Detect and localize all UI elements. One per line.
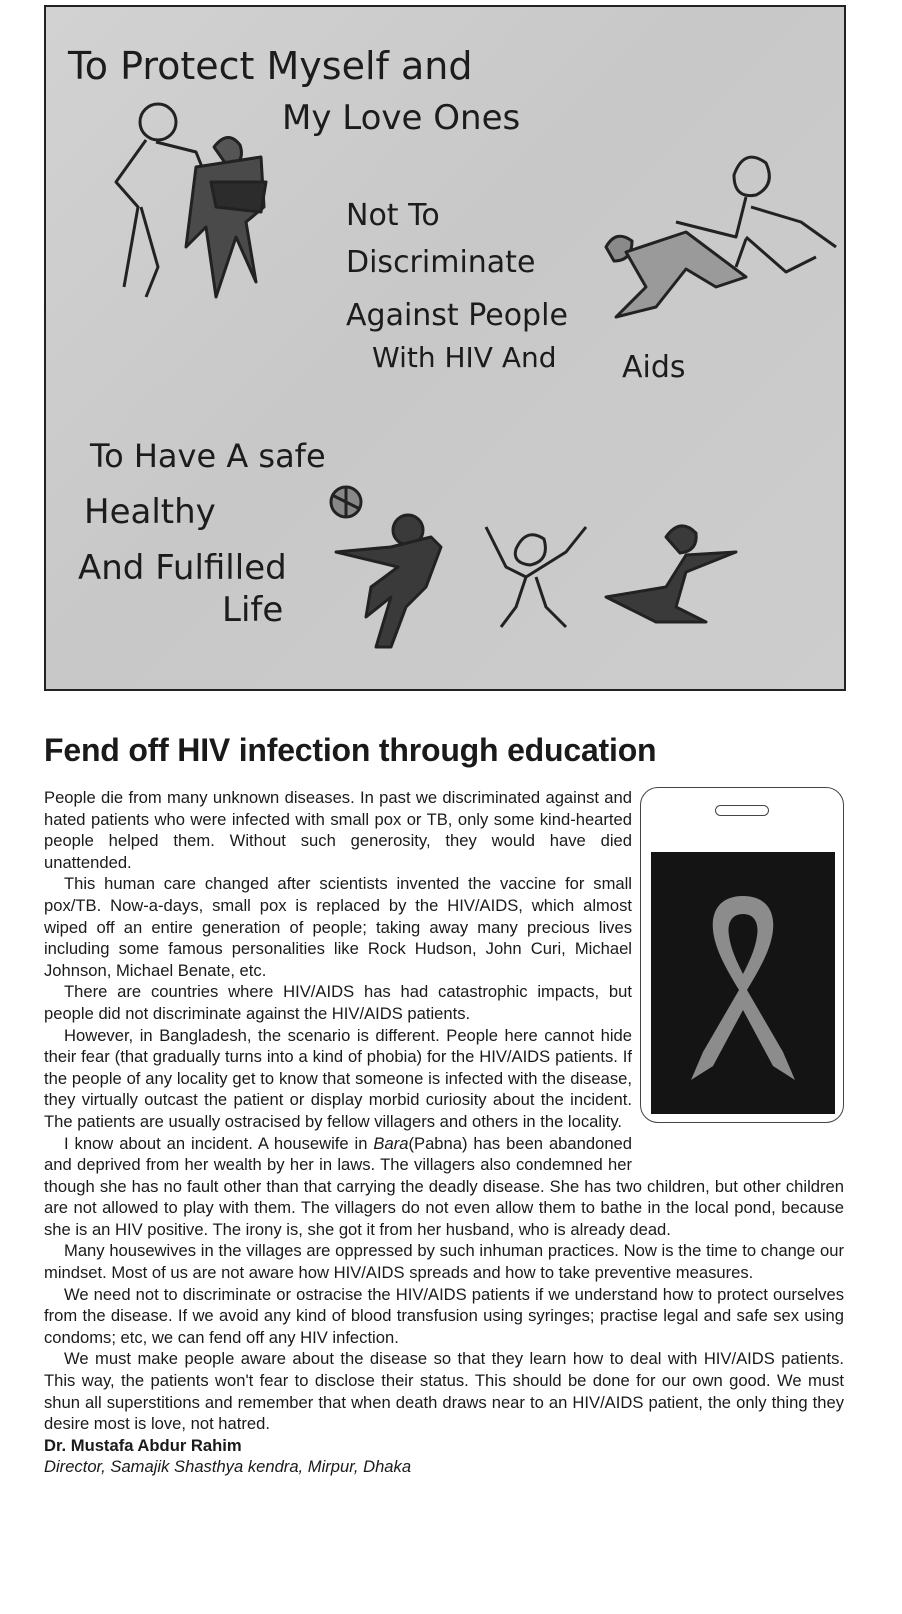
author-title: Director, Samajik Shasthya kendra, Mirpur, Dhaka [44,1457,412,1477]
article-paragraph: We need not to discriminate or ostracise the HIV/AIDS patients if we understand how to protect ourselves from the disease. If we avoid any kind of blood transfusion using syringes; practise legal and safe sex using condoms; etc, we can fend off any HIV infection. [44,1284,844,1347]
article-paragraph: However, in Bangladesh, the scenario is different. People here cannot hide their fear (that gradually turns into a kind of phobia) for the HIV/AIDS patients. If the people of any locality get to know that someone is infected with the disease, they virtually outcast the patient or display morbid curiosity about the incident. The patients are usually ostracised by fellow villagers and others in the locality. [44,1025,632,1131]
phone-float-spacer [632,787,844,1175]
incident-place: Bara [373,1133,409,1153]
poster-bottom-line-4: Life [222,590,284,630]
article-body [44,787,844,1478]
embracing-figures [116,104,266,297]
article-paragraph: We must make people aware about the disease so that they learn how to deal with HIV/AIDS patients. This way, the patients won't fear to disclose their status. This should be done for our own good. We must shun all superstitions and remember that when death draws near to an HIV/AIDS patient, the only thing they desire most is love, not hatred. [44,1349,844,1434]
poster-middle-line-1: Not To [346,198,440,233]
poster-drawing [46,7,844,689]
incident-text-after: (Pabna) has been abandoned and deprived from her wealth by her in laws. The villagers also condemned her though she has no fault other than that carrying the deadly disease. She has two children, but other children are not allowed to play with them. The villagers do not even allow them to bathe in the local pond, because she is an HIV positive. The irony is, she got it from her husband, who is already dead. [44,1133,844,1239]
poster-bottom-line-3: And Fulfilled [78,548,287,588]
active-figures [331,487,736,647]
poster-bottom-line-1: To Have A safe [90,437,326,475]
helping-figures [606,157,836,317]
article-paragraph: There are countries where HIV/AIDS has had catastrophic impacts, but people did not discriminate against the HIV/AIDS patients. [44,982,632,1023]
author-name: Dr. Mustafa Abdur Rahim [44,1435,242,1455]
article-headline: Fend off HIV infection through education [44,732,657,768]
poster-bottom-line-2: Healthy [84,492,216,532]
poster-middle-line-2: Discriminate [346,245,536,280]
poster-heading-line-1: To Protect Myself and [68,44,473,88]
incident-text-before: I know about an incident. A housewife in [64,1133,374,1153]
poster-middle-line-3: Against People [346,298,568,333]
article-paragraph: People die from many unknown diseases. In past we discriminated against and hated patients who were infected with small pox or TB, only some kind-hearted people helped them. Without such generosity, they would have died unattended. [44,788,632,872]
article-paragraph: Many housewives in the villages are oppressed by such inhuman practices. Now is the time to change our mindset. Most of us are not aware how HIV/AIDS spreads and how to take preventive measures. [44,1241,844,1283]
article-paragraph: This human care changed after scientists invented the vaccine for small pox/TB. Now-a-days, small pox is replaced by the HIV/AIDS, which almost wiped off an entire generation of people; taking away many precious lives including some famous personalities like Rock Hudson, John Curi, Michael Johnson, Michael Benate, etc. [44,874,632,980]
poster-heading-line-2: My Love Ones [282,98,521,138]
poster-illustration [44,5,846,691]
poster-middle-line-5: Aids [622,350,686,385]
poster-middle-line-4: With HIV And [372,341,557,374]
